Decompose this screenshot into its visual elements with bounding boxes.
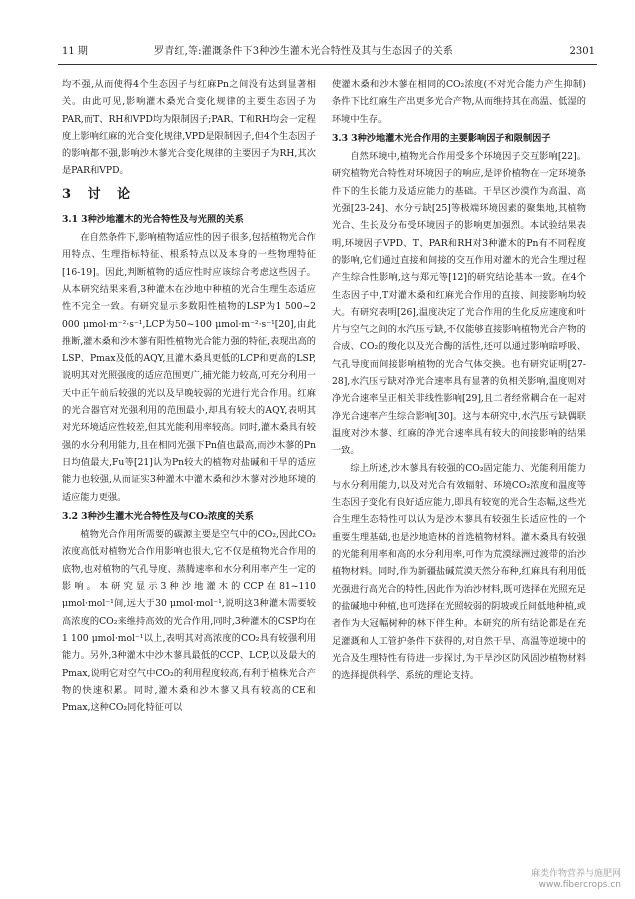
subsection-heading-3-3: 3.3 3种沙地灌木光合作用的主要影响因子和限制因子 [332, 132, 551, 144]
paragraph: 均不强,从而使得4个生态因子与红麻Pn之间没有达到显著相关。由此可见,影响灌木桑光合变化规律的主要生态因子为PAR,而T、RH和VPD均为限制因子;PAR、T和RH均会一定程度上影响红麻的光合变化规律,VPD是限制因子,但4个生态因子的影响都不强,影响沙木蓼光合变化规律的主要因子为RH,其次是PAR和VPD。 [62, 79, 316, 177]
right-column [332, 76, 586, 684]
running-title: 罗青红,等:灌溉条件下3种沙生灌木光合特性及其与生态因子的关系 [154, 46, 454, 57]
left-column [62, 76, 316, 716]
paragraph: 在自然条件下,影响植物适应性的因子很多,包括植物光合作用特点、生理指标特征、根系特点以及本身的一些物理特征[16-19]。因此,判断植物的适应性时应该综合考虑这些因子。从本研究结果来看,3种灌木在沙地中种植的光合生理生态适应性不完全一致。有研究显示多数阳性植物的LSP为1 500~2 000 μmol·m⁻²·s⁻¹,LCP为50~100 μmol·m⁻²·s⁻¹[20],由此推断,灌木桑和沙木蓼有阳性植物光合能力强的特征,表现出高的LSP、Pmax及低的AQY,且灌木桑具更低的LCP和更高的LSP,说明其对光照强度的适应范围更广,捕光能力较高,可充分利用一天中正午前后较强的光以及早晚较弱的光进行光合作用。红麻的光合器官对光强利用的范围最小,却具有较大的AQY,表明其对光环境适应性较差,但其光能利用率较高。同时,灌木桑具有较强的水分利用能力,且在相同光强下Pn值也最高,而沙木蓼的Pn日均值最大,Fu等[21]认为Pn较大的植物对盐碱和干旱的适应能力也较强,从而证实3种灌木中灌木桑和沙木蓼对沙地环境的适应能力更强。 [62, 232, 316, 503]
subsection-heading-3-2: 3.2 3种沙生灌木光合特性及与CO₂浓度的关系 [62, 510, 254, 522]
paragraph: 植物光合作用所需要的碳源主要是空气中的CO₂,因此CO₂浓度高低对植物光合作用影响也很大,它不仅是植物光合作用的底物,也对植物的气孔导度、蒸腾速率和水分利用率产生一定的影响。本研究显示3种沙地灌木的CCP在81~110 μmol·mol⁻¹间,远大于30 μmol·mol⁻¹,说明这3种灌木需要较高浓度的CO₂来维持高效的光合作用,同时,3种灌木的CSP均在1 100 μmol·mol⁻¹以上,表明其对高浓度的CO₂具有较强利用能力。另外,3种灌木中沙木蓼具最低的CCP、LCP,以及最大的Pmax,说明它对空气中CO₂的利用程度较高,有利于植株光合产物的快速积累。同时,灌木桑和沙木蓼又具有较高的CE和Pmax,这种CO₂同化特征可以 [62, 529, 316, 714]
paragraph: 综上所述,沙木蓼具有较强的CO₂固定能力、光能利用能力与水分利用能力,以及对光合有效辐射、环境CO₂浓度和温度等生态因子变化有良好适应能力,即具有较宽的光合生态幅,这些光合生理生态特性可以认为是沙木蓼具有较强生长适应性的一个重要生理基础,也是沙地造林的首选植物材料。灌木桑具有较强的光能利用率和高的水分利用率,可作为荒漠绿洲过渡带的治沙植物材料。同时,作为新疆盐碱荒漠天然分布种,红麻具有利用低光强进行高光合的特性,因此作为治沙材料,既可选择在光照充足的盐碱地中种植,也可选择在光照较弱的阴坡或丘间低地种植,或者作为大冠幅树种的林下伴生种。本研究的所有结论都是在充足灌溉和人工管护条件下获得的,对自然干旱、高温等逆境中的光合及生理特性有待进一步探讨,为干旱沙区防风固沙植物材料的选择提供科学、系统的理论支持。 [332, 462, 586, 682]
watermark-url: www.fibercrops.cn [538, 880, 621, 890]
paragraph: 使灌木桑和沙木蓼在相同的CO₂浓度(不对光合能力产生抑制)条件下比红麻生产出更多光合产物,从而维持其在高温、低湿的环境中生存。 [332, 79, 586, 125]
watermark [531, 869, 621, 891]
issue-number: 11 期 [62, 46, 88, 57]
subsection-heading-3-1: 3.1 3种沙地灌木的光合特性及与光照的关系 [62, 213, 244, 225]
paragraph: 自然环境中,植物光合作用受多个环境因子交互影响[22]。研究植物光合特性对环境因子的响应,是评价植物在一定环境条件下的生长能力及适应能力的基础。干旱区沙漠作为高温、高光强[23-24]、水分亏缺[25]等极端环境因素的聚集地,其植物光合、生长及分布受环境因子的影响更加强烈。本试验结果表明,环境因子VPD、T、PAR和RH对3种灌木的Pn有不同程度的影响,它们通过直接和间接的交互作用对灌木的光合生理过程产生综合性影响,这与郑元等[12]的研究结论基本一致。在4个生态因子中,T对灌木桑和红麻光合作用的直接、间接影响均较大。有研究表明[26],温度决定了光合作用的生化反应速度和叶片与空气之间的水汽压亏缺,不仅能够直接影响植物光合产物的合成、CO₂的羧化以及光合酶的活性,还可以通过影响暗呼吸、气孔导度而间接影响植物的光合气体交换。也有研究证明[27-28],水汽压亏缺对净光合速率具有显著的负相关影响,温度则对净光合速率呈正相关非线性影响[29],且二者经常耦合在一起对净光合速率产生综合影响[30]。这与本研究中,水汽压亏缺偶联温度对沙木蓼、红麻的净光合速率具有较大的间接影响的结果一致。 [332, 151, 586, 457]
page-number: 2301 [569, 46, 595, 57]
section-heading-discussion: 3 讨 论 [62, 186, 137, 202]
header-rule [58, 64, 597, 65]
watermark-name: 麻类作物营养与施肥网 [530, 869, 621, 879]
running-header [62, 44, 595, 60]
